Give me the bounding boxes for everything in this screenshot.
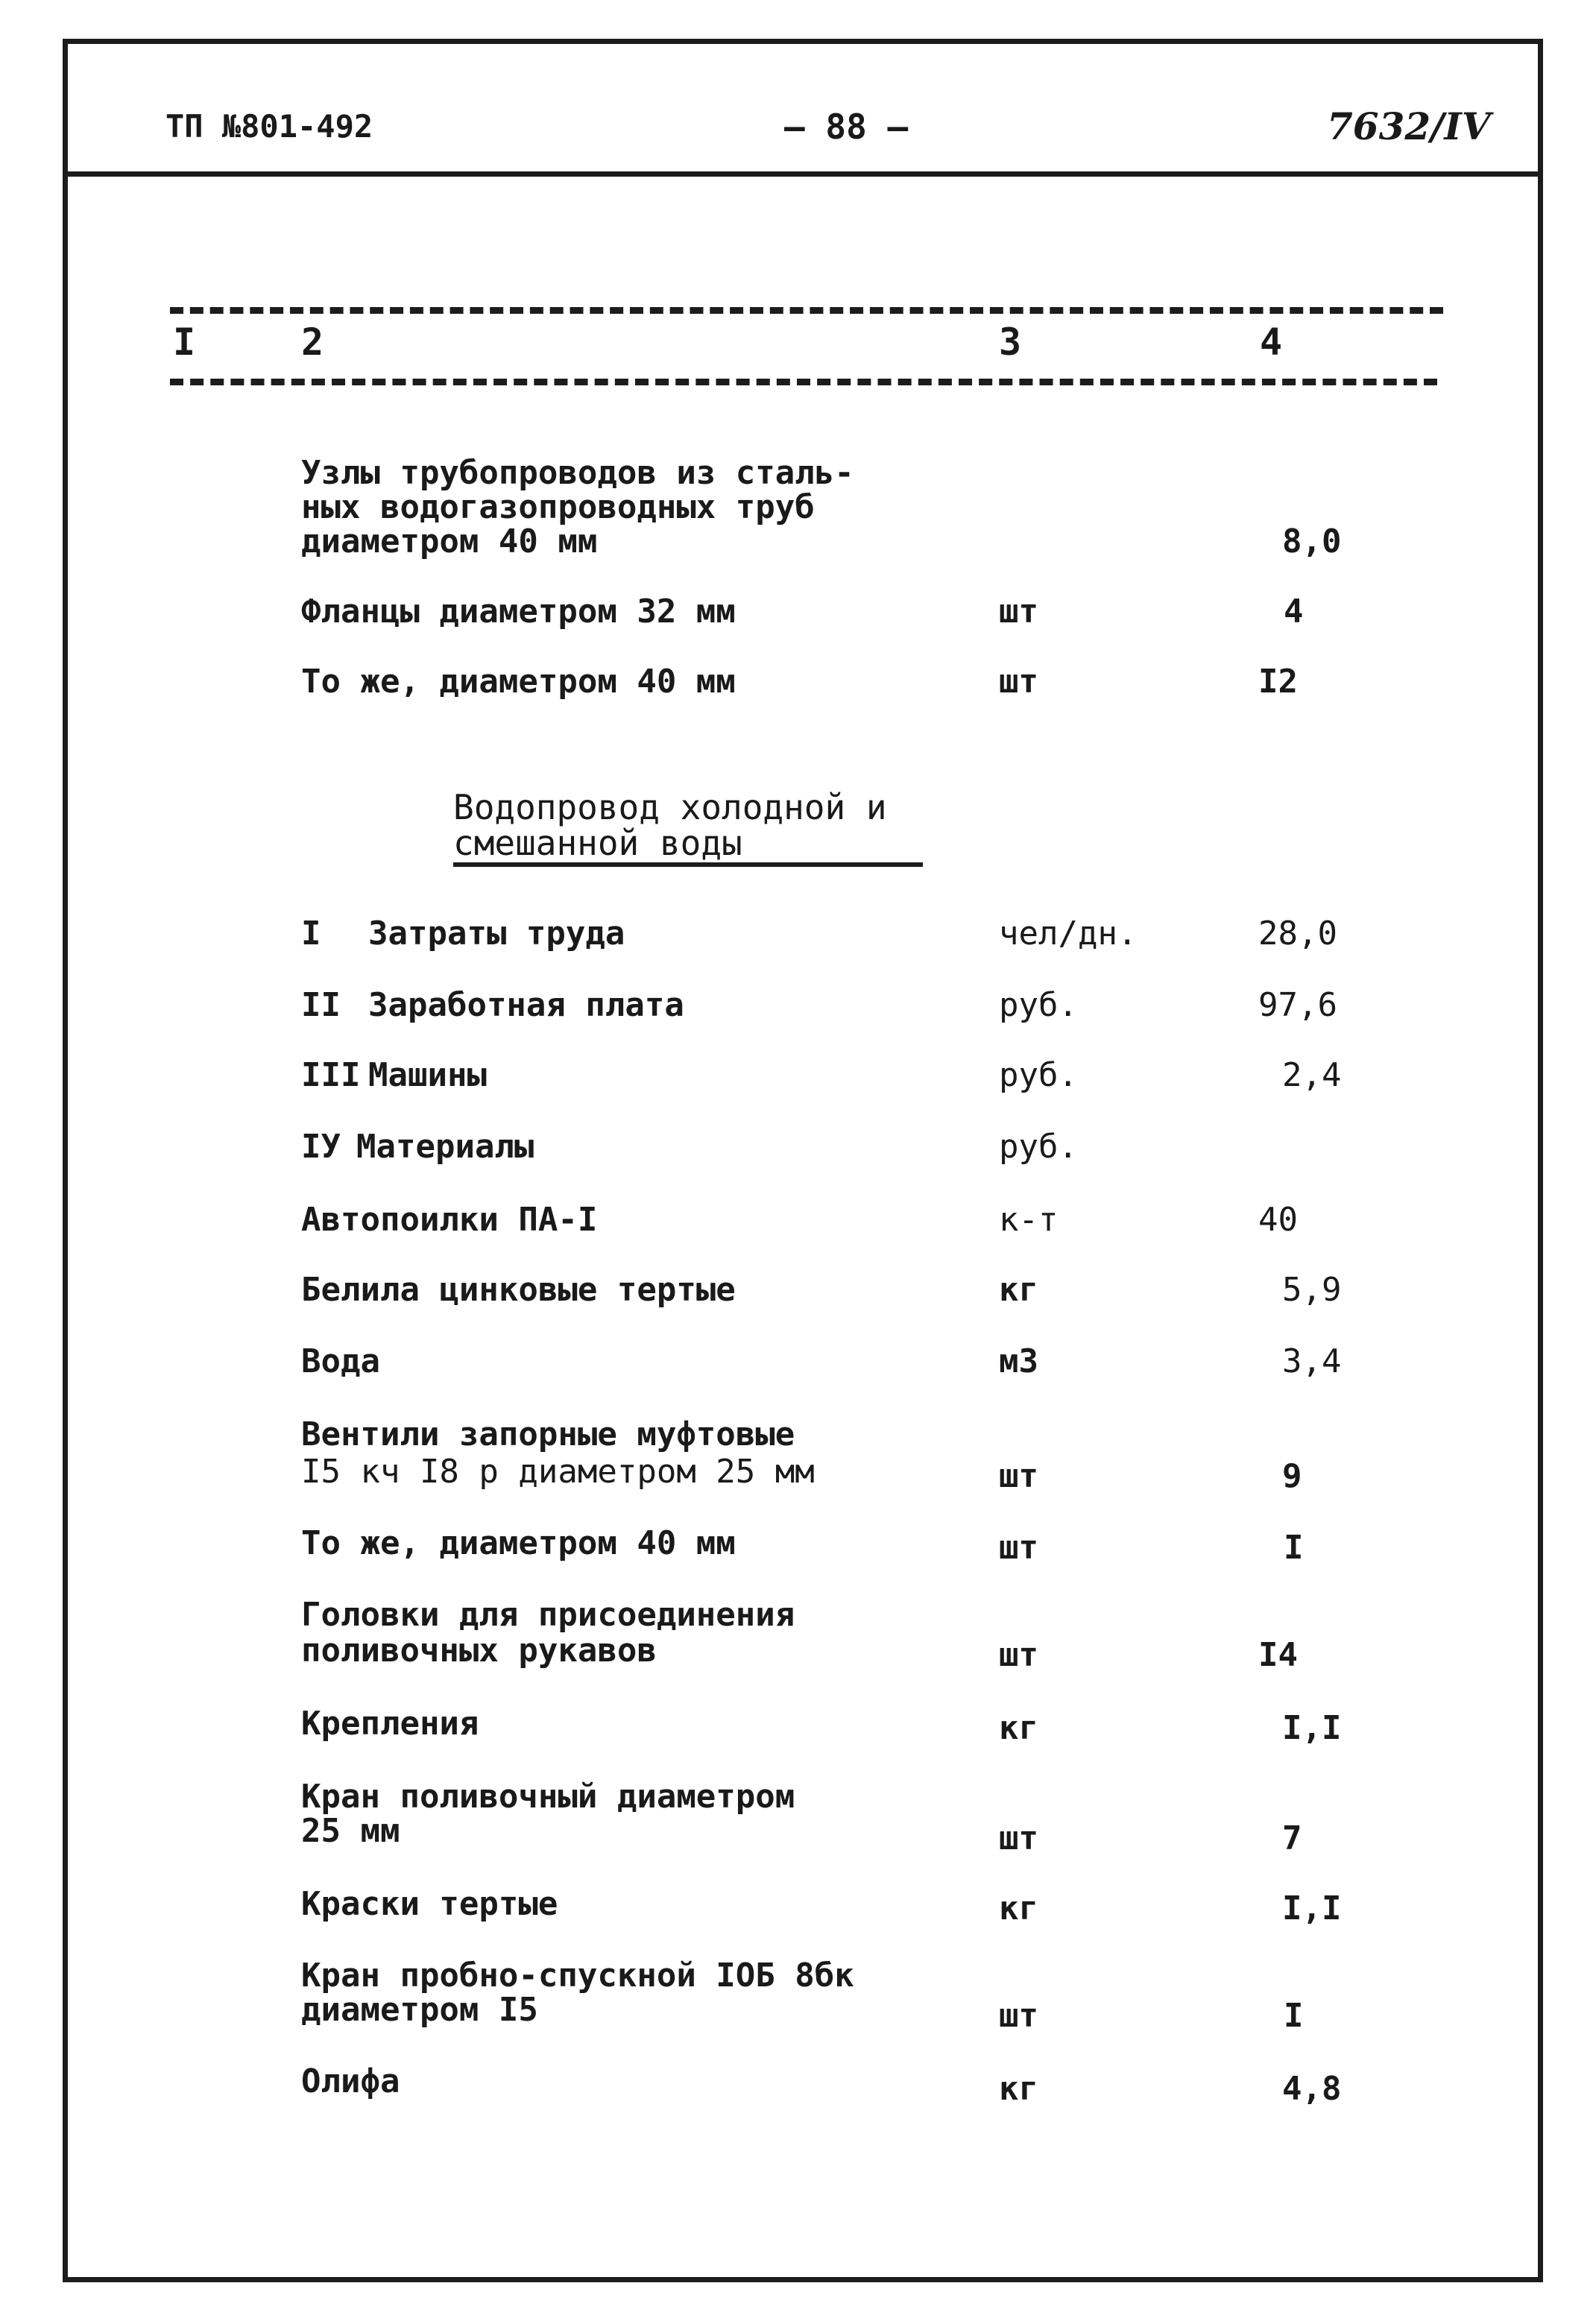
row-name: Вода xyxy=(301,1342,380,1380)
row-name-continuation: I5 кч I8 р диаметром 25 мм xyxy=(301,1453,815,1491)
row-name: Головки для присоединения xyxy=(301,1596,795,1634)
row-name-continuation: поливочных рукавов xyxy=(301,1632,657,1670)
row-unit: шт xyxy=(999,1457,1038,1495)
row-qty: 5,9 xyxy=(1282,1271,1342,1309)
page-number: – 88 – xyxy=(784,107,909,147)
row-qty: 8,0 xyxy=(1282,522,1342,561)
row-unit: шт xyxy=(999,663,1038,701)
row-unit: руб. xyxy=(999,1128,1078,1166)
row-unit: чел/дн. xyxy=(999,915,1138,953)
row-name: Краски тертые xyxy=(301,1885,558,1923)
row-unit: шт xyxy=(999,1819,1038,1857)
header-divider xyxy=(63,171,1543,177)
row-name: диаметром 40 мм xyxy=(301,522,598,561)
row-qty: 4,8 xyxy=(1282,2070,1342,2108)
row-unit: шт xyxy=(999,593,1038,631)
row-name-continuation: диаметром I5 xyxy=(301,1991,538,2029)
row-number: III xyxy=(301,1056,361,1094)
sheet-code: 7632/IV xyxy=(1327,104,1491,148)
page-frame xyxy=(63,39,1543,2282)
section-underline xyxy=(453,862,923,867)
row-unit: кг xyxy=(999,1271,1038,1309)
row-qty: I xyxy=(1284,1997,1304,2035)
row-unit: кг xyxy=(999,1889,1038,1927)
table-header-top-rule xyxy=(170,307,1443,314)
row-name: Затраты труда xyxy=(368,915,625,953)
row-qty: I2 xyxy=(1258,663,1298,701)
row-unit: к-т xyxy=(999,1201,1059,1239)
document-code: ТП №801-492 xyxy=(165,108,373,145)
table-header-bottom-rule xyxy=(170,379,1437,385)
row-qty: 4 xyxy=(1284,593,1304,631)
column-number-1: I xyxy=(173,321,196,364)
row-qty: I4 xyxy=(1258,1636,1298,1674)
row-name: Фланцы диаметром 32 мм xyxy=(301,593,736,631)
row-qty: 28,0 xyxy=(1258,915,1337,953)
row-name: Крепления xyxy=(301,1705,479,1743)
row-qty: 3,4 xyxy=(1282,1342,1342,1380)
row-name: Материалы xyxy=(356,1128,534,1166)
row-name: Олифа xyxy=(301,2062,400,2100)
row-name: Белила цинковые тертые xyxy=(301,1271,736,1309)
row-qty: 9 xyxy=(1282,1457,1302,1495)
row-qty: I,I xyxy=(1282,1709,1342,1747)
row-unit: шт xyxy=(999,1636,1038,1674)
row-name: То же, диаметром 40 мм xyxy=(301,1524,736,1562)
row-name: Машины xyxy=(368,1056,487,1094)
section-title: смешанной воды xyxy=(453,823,742,863)
row-name: ных водогазопроводных труб xyxy=(301,488,815,526)
row-name: Автопоилки ПА-I xyxy=(301,1201,598,1239)
row-name: То же, диаметром 40 мм xyxy=(301,663,736,701)
column-number-4: 4 xyxy=(1260,321,1283,364)
row-number: I xyxy=(301,915,321,953)
section-title: Водопровод холодной и xyxy=(453,787,887,827)
row-unit: шт xyxy=(999,1997,1038,2035)
row-name: Кран пробно-спускной IОБ 8бк xyxy=(301,1957,854,1995)
column-number-3: 3 xyxy=(999,321,1022,364)
row-name: Вентили запорные муфтовые xyxy=(301,1415,795,1453)
row-qty: 40 xyxy=(1258,1201,1298,1239)
row-name-continuation: 25 мм xyxy=(301,1812,400,1850)
row-qty: I xyxy=(1284,1529,1304,1567)
row-qty: 7 xyxy=(1282,1819,1302,1857)
row-name: Заработная плата xyxy=(368,986,684,1024)
row-unit: кг xyxy=(999,2070,1038,2108)
row-number: IУ xyxy=(301,1128,341,1166)
row-qty: 97,6 xyxy=(1258,986,1337,1024)
row-qty: I,I xyxy=(1282,1889,1342,1927)
row-unit: шт xyxy=(999,1529,1038,1567)
row-unit: м3 xyxy=(999,1342,1038,1380)
row-number: II xyxy=(301,986,341,1024)
row-name: Узлы трубопроводов из сталь- xyxy=(301,454,854,492)
column-number-2: 2 xyxy=(301,321,324,364)
row-unit: кг xyxy=(999,1709,1038,1747)
row-unit: руб. xyxy=(999,986,1078,1024)
row-name: Кран поливочный диаметром xyxy=(301,1778,795,1816)
row-unit: руб. xyxy=(999,1056,1078,1094)
row-qty: 2,4 xyxy=(1282,1056,1342,1094)
